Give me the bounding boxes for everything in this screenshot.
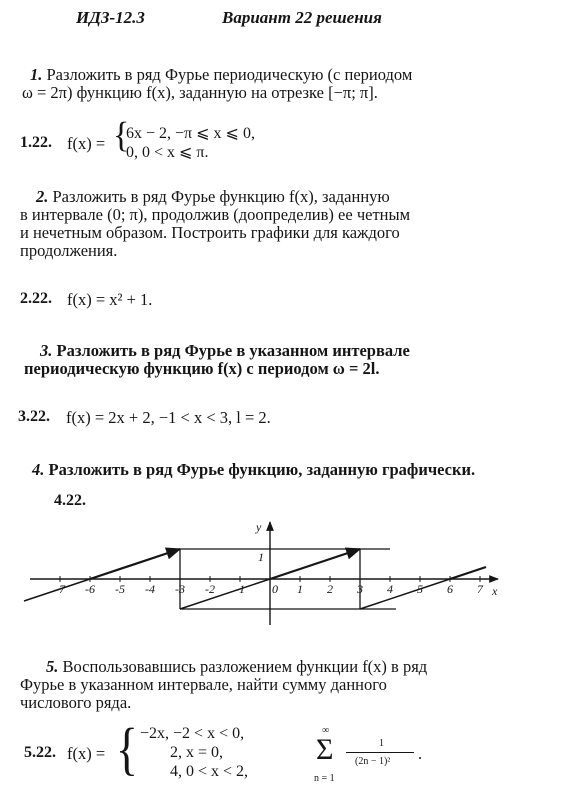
x-tick-label-7: 1 xyxy=(297,582,303,596)
sum-sign: Σ xyxy=(316,733,334,766)
x-axis-label: x xyxy=(492,584,498,598)
task5-text xyxy=(20,658,427,712)
task5-case-2: 2, x = 0, xyxy=(170,744,224,761)
task3-label: 3.22. xyxy=(18,408,50,425)
fraction-bar xyxy=(346,752,414,753)
task1-text xyxy=(22,66,412,102)
task5-label: 5.22. xyxy=(24,744,56,761)
task3-line-2: периодическую функцию f(x) с периодом ω = 2l. xyxy=(24,359,380,378)
task2-line-2: в интервале (0; π), продолжив (доопределив) ее четным xyxy=(20,205,411,224)
task5-case-3: 4, 0 < x < 2, xyxy=(170,763,249,780)
fraction-numerator: 1 xyxy=(379,738,384,749)
sawtooth-segment-upper-0 xyxy=(90,549,180,579)
x-tick-label-9: 3 xyxy=(357,582,363,596)
sawtooth-segment-upper-2 xyxy=(450,567,486,579)
task5-brace: { xyxy=(115,716,139,781)
header-left: ИДЗ-12.3 xyxy=(76,8,145,27)
x-tick-label-0: -7 xyxy=(55,582,65,596)
task5-number: 5. xyxy=(46,657,59,676)
task3-text xyxy=(24,342,410,378)
x-tick-label-1: -6 xyxy=(85,582,95,596)
sum-upper-limit: ∞ xyxy=(322,725,330,736)
task3-formula: f(x) = 2x + 2, −1 < x < 3, l = 2. xyxy=(66,408,271,427)
x-tick-label-11: 5 xyxy=(417,582,423,596)
x-tick-label-4: -3 xyxy=(175,582,185,596)
x-tick-label-8: 2 xyxy=(327,582,333,596)
sawtooth-segment-lower-1 xyxy=(180,579,270,609)
x-tick-label-13: 7 xyxy=(477,582,483,596)
x-tick-label-2: -5 xyxy=(115,582,125,596)
task1-brace: { xyxy=(113,116,130,155)
periodic-function-graph xyxy=(0,520,572,630)
header-right: Вариант 22 решения xyxy=(222,8,382,27)
task1-lhs: f(x) = xyxy=(67,134,106,153)
fraction-denominator: (2n − 1)² xyxy=(355,756,391,767)
task1-line-1: 1. Разложить в ряд Фурье периодическую (с периодом xyxy=(30,65,413,84)
x-tick-label-5: -2 xyxy=(205,582,215,596)
task4-number: 4. xyxy=(32,460,45,479)
task2-label: 2.22. xyxy=(20,290,52,307)
task1-case-1: 6x − 2, −π ⩽ x ⩽ 0, xyxy=(126,125,255,142)
y-axis-label: y xyxy=(256,520,262,534)
task1-number: 1. xyxy=(30,65,43,84)
task2-line-3: и нечетным образом. Построить графики для каждого xyxy=(20,223,400,242)
y-one-label: 1 xyxy=(258,550,264,564)
sawtooth-segment-upper-1 xyxy=(270,549,360,579)
x-tick-label-12: 6 xyxy=(447,582,453,596)
task1-label: 1.22. xyxy=(20,134,52,151)
task5-line-2: Фурье в указанном интервале, найти сумму данного xyxy=(20,675,387,694)
task2-formula: f(x) = x² + 1. xyxy=(67,290,153,309)
task2-line-4: продолжения. xyxy=(20,241,118,260)
formula-end-period: . xyxy=(418,744,423,763)
x-tick-label-6: -1 xyxy=(235,582,245,596)
origin-label: 0 xyxy=(272,582,278,596)
task4-label: 4.22. xyxy=(54,492,86,509)
task5-line-3: числового ряда. xyxy=(20,693,132,712)
x-tick-label-3: -4 xyxy=(145,582,155,596)
task4-text xyxy=(32,461,475,479)
task1-line-2: ω = 2π) функцию f(x), заданную на отрезке [−π; π]. xyxy=(22,83,378,102)
task4-line: Разложить в ряд Фурье функцию, заданную графически. xyxy=(48,460,476,479)
x-tick-label-10: 4 xyxy=(387,582,393,596)
task1-case-2: 0, 0 < x ⩽ π. xyxy=(126,144,209,161)
task3-number: 3. xyxy=(40,341,53,360)
task5-case-1: −2x, −2 < x < 0, xyxy=(140,725,245,742)
task5-lhs: f(x) = xyxy=(67,744,106,763)
graph-layer xyxy=(24,520,498,625)
sum-lower-limit: n = 1 xyxy=(314,773,335,784)
task2-line-1: 2. Разложить в ряд Фурье функцию f(x), заданную xyxy=(36,187,390,206)
sawtooth-segment-lower-2 xyxy=(360,579,450,609)
task3-line-1: 3. Разложить в ряд Фурье в указанном интервале xyxy=(40,341,410,360)
task5-line-1: 5. Воспользовавшись разложением функции f(x) в ряд xyxy=(46,657,428,676)
task2-text xyxy=(20,188,410,260)
task2-number: 2. xyxy=(36,187,49,206)
